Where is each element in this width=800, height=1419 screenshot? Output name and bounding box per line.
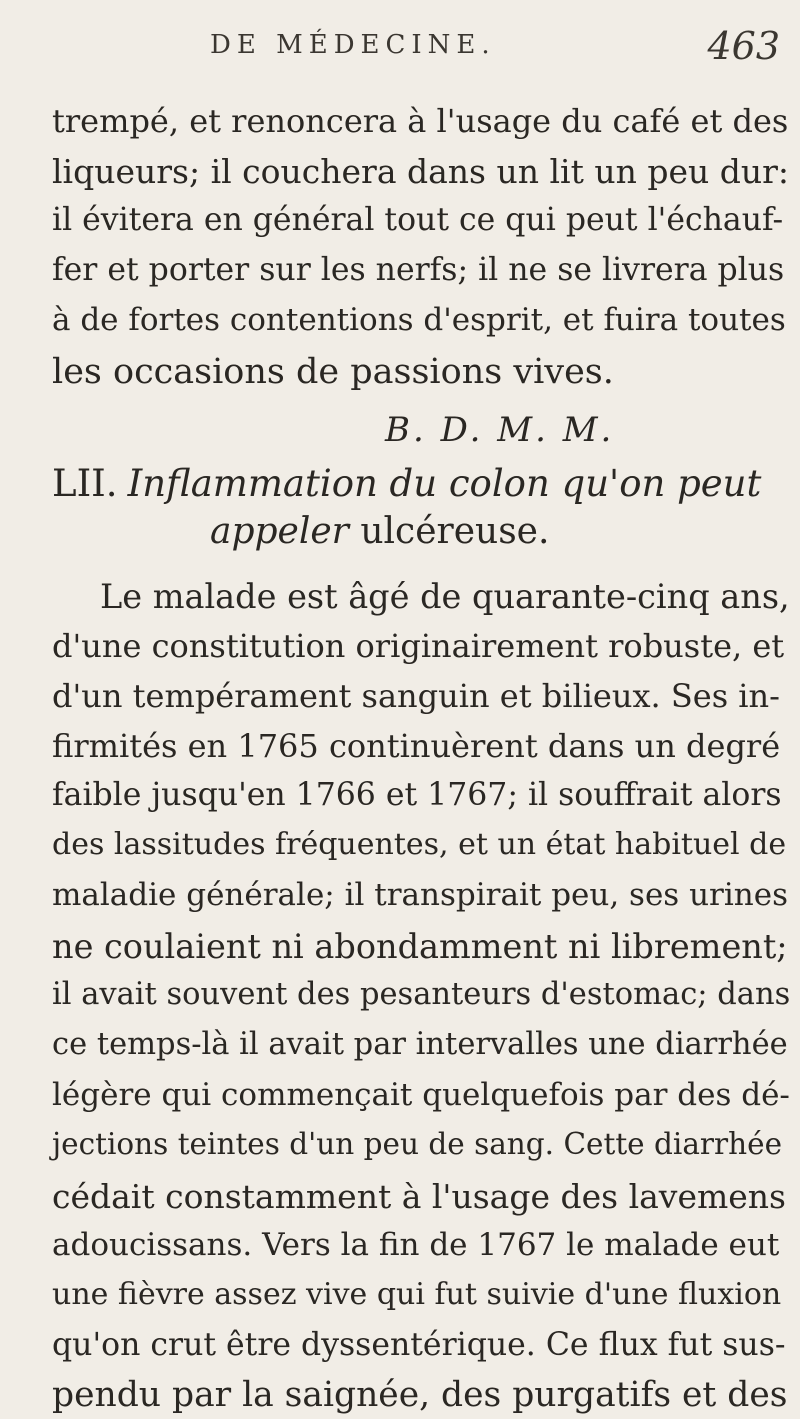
text-line: qu'on crut être dyssentérique. Ce flux fut sus- (52, 1327, 786, 1363)
text-line: liqueurs; il couchera dans un lit un peu dur: (52, 152, 789, 191)
text-line: pendu par la saignée, des purgatifs et des (52, 1375, 788, 1415)
author-signature: B. D. M. M. (385, 410, 615, 450)
text-line: trempé, et renoncera à l'usage du café et des (52, 102, 789, 140)
text-line: Le malade est âgé de quarante-cinq ans, (100, 577, 790, 616)
text-line: fer et porter sur les nerfs; il ne se livrera plus (52, 252, 785, 288)
text-line: d'un tempérament sanguin et bilieux. Ses in- (52, 677, 780, 715)
text-line: il évitera en général tout ce qui peut l'échauf- (52, 202, 784, 238)
running-head: DE MÉDECINE. (210, 30, 496, 60)
text-line: firmités en 1765 continuèrent dans un degré (52, 727, 781, 765)
text-line: légère qui commençait quelquefois par des dé- (52, 1077, 790, 1113)
section-title-italic-2: appeler (210, 511, 349, 552)
text-line: ne coulaient ni abondamment ni librement; (52, 927, 788, 966)
page-number: 463 (707, 24, 780, 68)
text-line: il avait souvent des pesanteurs d'estomac; dans (52, 977, 791, 1012)
section-title-italic: Inflammation du colon qu'on peut (127, 462, 762, 505)
section-title-line-2 (210, 511, 550, 552)
text-line: cédait constamment à l'usage des lavemens (52, 1177, 786, 1216)
text-line: les occasions de passions vives. (52, 352, 614, 392)
text-line: une fièvre assez vive qui fut suivie d'une fluxion (52, 1277, 782, 1312)
text-line: maladie générale; il transpirait peu, ses urines (52, 877, 788, 913)
text-line: faible jusqu'en 1766 et 1767; il souffrait alors (52, 777, 782, 813)
text-line: à de fortes contentions d'esprit, et fuira toutes (52, 302, 786, 338)
section-title-roman: ulcéreuse. (360, 511, 550, 552)
text-line: adoucissans. Vers la fin de 1767 le malade eut (52, 1227, 780, 1263)
text-line: des lassitudes fréquentes, et un état habituel de (52, 827, 787, 862)
section-title-line-1 (52, 462, 762, 505)
text-line: jections teintes d'un peu de sang. Cette diarrhée (52, 1127, 783, 1161)
section-number: LII. (52, 462, 118, 505)
text-line: ce temps-là il avait par intervalles une diarrhée (52, 1027, 788, 1062)
text-line: d'une constitution originairement robuste, et (52, 627, 785, 665)
page-header (210, 18, 780, 78)
